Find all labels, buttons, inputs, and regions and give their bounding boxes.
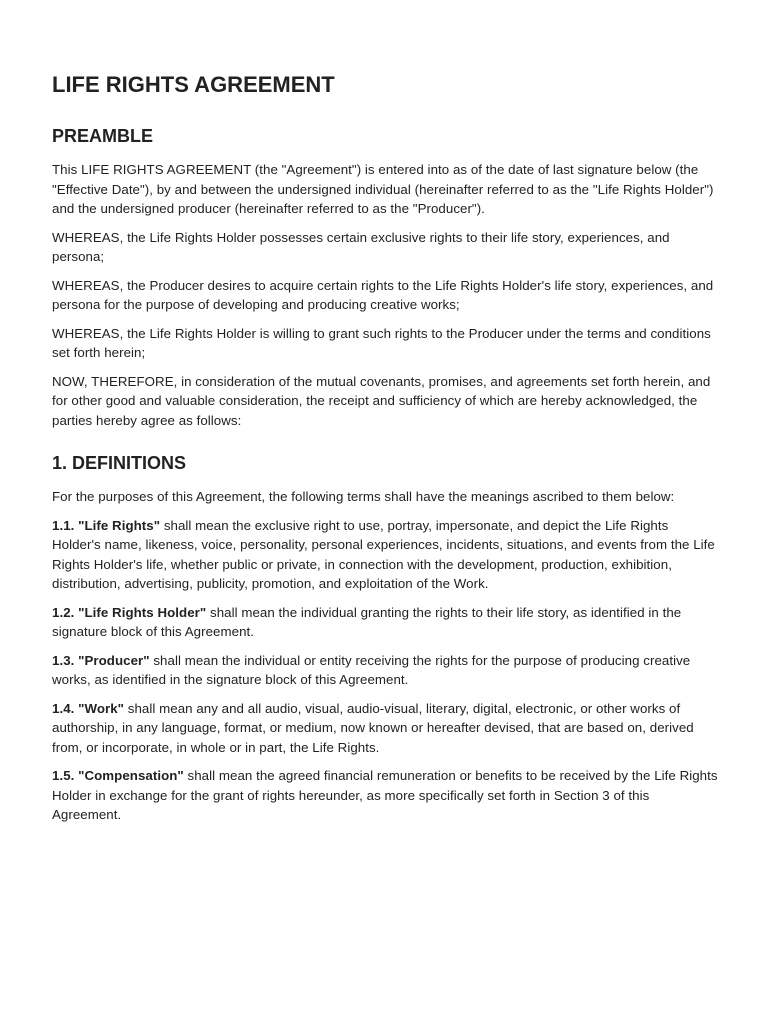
now-therefore-clause: NOW, THEREFORE, in consideration of the mutual covenants, promises, and agreements set forth herein, and for other good and valuable consideration, the receipt and sufficiency of which are hereby acknowledged, the parties hereby agree as follows: [52, 373, 711, 428]
definition-text: shall mean the individual granting the rights to their life story, as identified in the signature block of this Agreement. [52, 604, 682, 639]
definition-text: shall mean the agreed financial remuneration or benefits to be received by the Life Rights Holder in exchange for the grant of rights hereunder, as more specifically set forth in Section 3 of this Agreement. [52, 768, 718, 822]
definition-item [52, 516, 720, 594]
definition-item [52, 651, 720, 690]
definition-term: 1.4. "Work" [52, 700, 125, 716]
definition-term: 1.2. "Life Rights Holder" [52, 604, 207, 620]
definition-term: 1.5. "Compensation" [52, 768, 184, 783]
definition-term: 1.3. "Producer" [52, 652, 150, 668]
definitions-section [52, 451, 720, 825]
section-spacer [52, 439, 720, 451]
definition-item [52, 766, 720, 825]
whereas-clause: WHEREAS, the Life Rights Holder possesses certain exclusive rights to their life story, experiences, and persona; [52, 229, 670, 264]
definition-item [52, 699, 720, 758]
definition-term: 1.1. "Life Rights" [52, 517, 161, 533]
definition-item [52, 603, 720, 642]
whereas-clause: WHEREAS, the Producer desires to acquire certain rights to the Life Rights Holder's life story, experiences, and persona for the purpose of developing and producing creative works; [52, 277, 714, 312]
definition-text: shall mean the exclusive right to use, portray, impersonate, and depict the Life Rights Holder's name, likeness, voice, personality, personal experiences, incidents, situations, and events from the Life Rights Holder's life, whether public or private, in connection with the development, production, exhibition, distribution, advertising, publicity, promotion, and exploitation of the Work. [52, 517, 715, 591]
preamble-section [52, 124, 720, 430]
definition-text: shall mean the individual or entity receiving the rights for the purpose of producing creative works, as identified in the signature block of this Agreement. [52, 652, 691, 687]
definition-text: shall mean any and all audio, visual, audio-visual, literary, digital, electronic, or other works of authorship, in any language, format, or medium, now known or hereafter devised, that are based on, derived from, or incorporate, in whole or in part, the Life Rights. [52, 700, 694, 755]
definitions-intro: For the purposes of this Agreement, the following terms shall have the meanings ascribed to them below: [52, 489, 675, 504]
definitions-heading: 1. DEFINITIONS [52, 453, 187, 473]
preamble-paragraph: This LIFE RIGHTS AGREEMENT (the "Agreement") is entered into as of the date of last signature below (the "Effective Date"), by and between the undersigned individual (hereinafter referred to as the "Life Rights Holder") and the undersigned producer (hereinafter referred to as the "Producer"). [52, 162, 714, 216]
preamble-heading: PREAMBLE [52, 126, 154, 146]
document-title: LIFE RIGHTS AGREEMENT [52, 72, 335, 97]
whereas-clause: WHEREAS, the Life Rights Holder is willing to grant such rights to the Producer under the terms and conditions set forth herein; [52, 325, 711, 360]
